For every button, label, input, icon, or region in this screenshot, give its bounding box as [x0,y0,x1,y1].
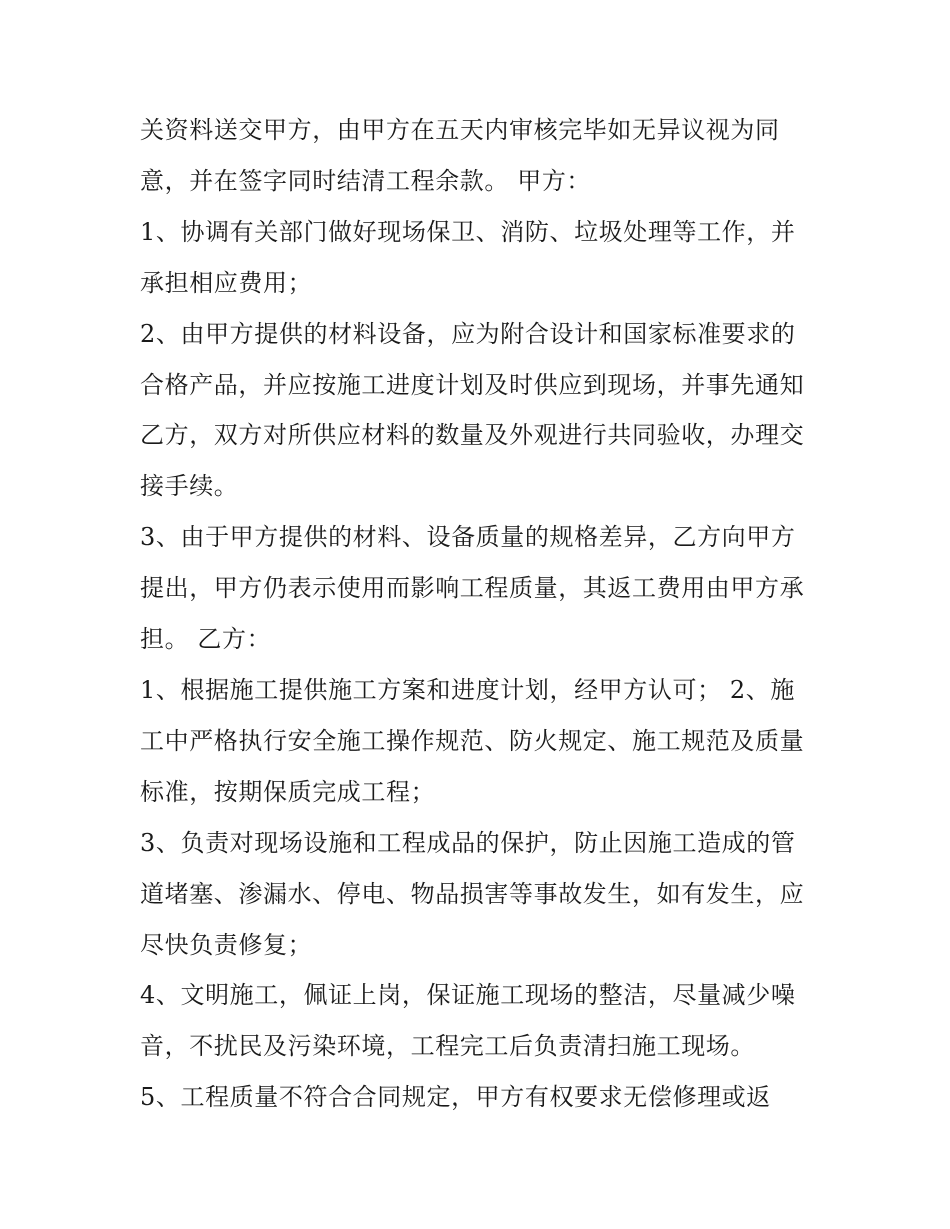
text-line: 1、根据施工提供施工方案和进度计划，经甲方认可； 2、施 [140,675,795,704]
text-line: 关资料送交甲方，由甲方在五天内审核完毕如无异议视为同 [140,116,780,144]
text-line: 2、由甲方提供的材料设备，应为附合设计和国家标准要求的 [140,319,796,348]
text-line: 担。 乙方： [140,625,272,654]
document-body [140,105,820,1123]
text-line: 4、文明施工，佩证上岗，保证施工现场的整洁，尽量减少噪 [140,981,796,1010]
text-line: 乙方，双方对所供应材料的数量及外观进行共同验收，办理交 [140,421,805,450]
text-line: 5、工程质量不符合合同规定，甲方有权要求无偿修理或返 [140,1083,771,1112]
text-line: 合格产品，并应按施工进度计划及时供应到现场，并事先通知 [140,370,805,399]
text-line: 道堵塞、渗漏水、停电、物品损害等事故发生，如有发生，应 [140,879,805,908]
text-line: 接手续。 [140,472,239,501]
text-line: 音，不扰民及污染环境，工程完工后负责清扫施工现场。 [140,1032,755,1061]
text-line: 3、由于甲方提供的材料、设备质量的规格差异，乙方向甲方 [140,523,796,552]
text-line: 1、协调有关部门做好现场保卫、消防、垃圾处理等工作，并 [140,217,796,246]
text-line: 意，并在签字同时结清工程余款。 甲方： [140,166,592,195]
text-line: 工中严格执行安全施工操作规范、防火规定、施工规范及质量 [140,726,805,755]
text-line: 3、负责对现场设施和工程成品的保护，防止因施工造成的管 [140,828,796,857]
text-line: 承担相应费用； [140,268,313,297]
text-line: 提出，甲方仍表示使用而影响工程质量，其返工费用由甲方承 [140,574,805,603]
text-line: 标准，按期保质完成工程； [140,777,436,806]
text-line: 尽快负责修复； [140,930,313,959]
